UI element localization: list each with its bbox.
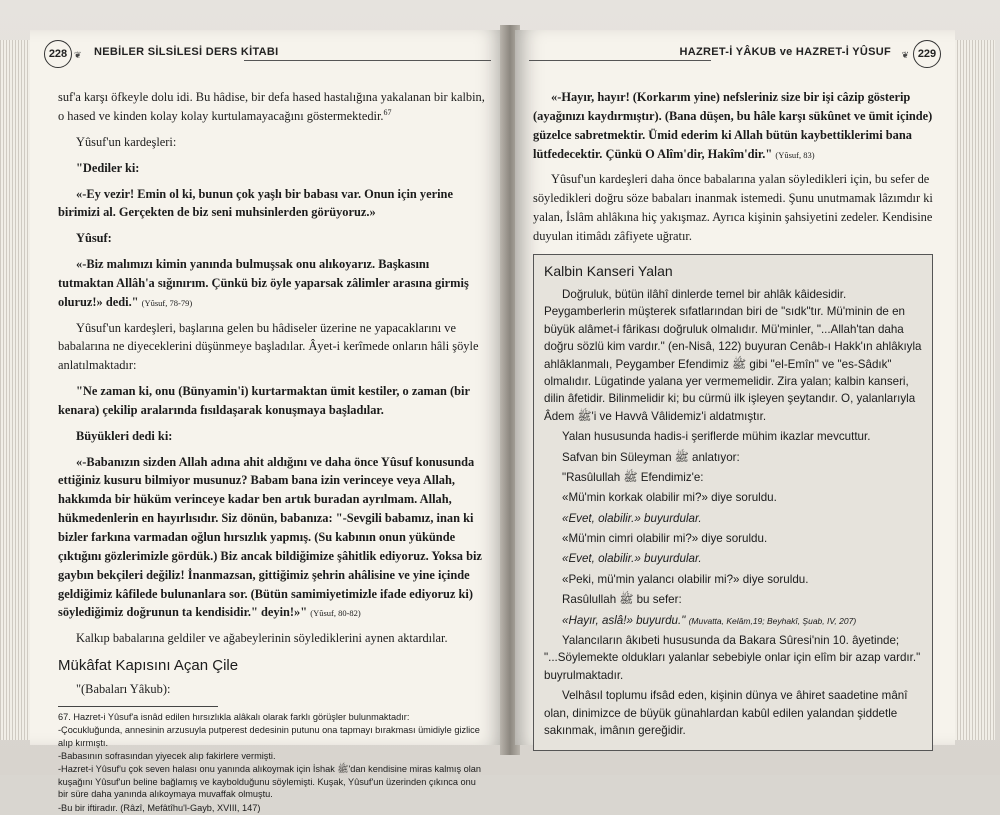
page-number: 229 [913,40,941,68]
right-body [533,88,933,751]
header-rule [244,60,491,61]
page-number: 228 [44,40,72,68]
footnote-rule [58,706,218,707]
footnote-mark: 67 [383,107,392,117]
page-edges-left [0,40,30,740]
right-page [515,30,955,745]
hadith-line: "Rasûlullah ﷺ Efendimiz'e: [562,470,704,484]
ornament-icon: ❦ [901,50,909,60]
footnote-line: 67. Hazret-i Yûsuf'a isnâd edilen hırsızlıkla alâkalı olarak farklı görüşler bulunmaktadır: [58,711,410,722]
verse-ref: (Yûsuf, 83) [775,149,815,160]
paragraph: Yûsuf'un kardeşleri daha önce babalarına yalan söyledikleri için, bu sefer de söyledikleri doğru söze babaları inanmak istemedi. Şunu unutmamak lâzımdır ki yalan, İslâm ahlâkına hiç yakışmaz. Ayrıca kişinin şahsiyetini zedeler. Kendisine duyulan itimâdı zâfiyete uğratır. [533,172,933,243]
paragraph: Yalan hususunda hadis-i şeriflerde mühim ikazlar mevcuttur. [562,430,871,444]
running-title: NEBİLER SİLSİLESİ DERS KİTABI [94,46,279,58]
paragraph: Yûsuf'un kardeşleri, başlarına gelen bu hâdiseler üzerine ne yapacaklarını ve babalarına ne diyeceklerini düşünmeye başladılar. Âyet-i kerîmede onların hâli şöyle anlatılmaktadır: [58,320,479,373]
verse-ref: (Yûsuf, 78-79) [141,297,193,308]
quote: «-Biz malımızı kimin yanında bulmuşsak onu alıkoyarız. Başkasını tutmaktan Allâh'a sığınırım. Çünkü biz öyle yaparsak zâlimler arasına girmiş oluruz!» dedi." (Yûsuf, 78-79) [58,257,469,309]
right-header [529,40,941,66]
paragraph: Velhâsıl toplumu ifsâd eden, kişinin dünya ve âhiret saadetine mânî olan, dinimizce de büyük günahlardan kabûl edilen yalandan şiddetle sakınmak, imânın gereğidir. [544,689,908,737]
paragraph: Safvan bin Süleyman ﷺ anlatıyor: [562,450,740,464]
section-heading: Mükâfat Kapısını Açan Çile [58,657,239,675]
quote: «-Ey vezir! Emin ol ki, bunun çok yaşlı bir babası var. Onun için yerine birimizi al. Gerçekten de biz seni muhsinlerden görüyoruz.» [58,186,453,220]
header-rule [529,60,711,61]
paragraph: Doğruluk, bütün ilâhî dinlerde temel bir ahlâk kâidesidir. Peygamberlerin müşterek sıfatlarından biri de "sıdk"tır. Mü'minin de en büyük alâmet-i fârikası doğruluk olmalıdır. Mü'minler, "...Allah'tan daha doğru sözlü kim vardır." (en-Nisâ, 122) buyuran Cenâb-ı Hakk'ın ahlâkıyla ahlâklanmalı, Peygamber Efendimiz ﷺ gibi "el-Emîn" ve "es-Sâdık" olmalıdır. Lügatinde yalana yer vermemelidir. Zira yalan; kalbin kanseri, dilin âfetidir. Bilinmelidir ki; bu cürmü ilk işleyen şeytandır. O, yalanlarıyla Âdem ﷺ'i ve Havvâ Vâlidemiz'i aldatmıştır. [544,288,922,423]
footnote-line: -Hazret-i Yûsuf'u çok seven halası onu yanında alıkoymak için İshak ﷺ'dan kendisine miras kalmış olan kuşağını Yûsuf'un beline bağlamış ve kaybolduğunu söylemişti. Kuşak, Yûsuf'un üzerinden çıkınca onu bir süre daha yanında alıkoymaya muvaffak olmuştu. [58,764,481,800]
paragraph: Yûsuf'un kardeşleri: [76,134,177,149]
footnote-line: -Çocukluğunda, annesinin arzusuyla putperest dedesinin putunu ona tapmayı bırakması ümidiyle gizlice alıp kırmıştı. [58,725,480,748]
paragraph: "(Babaları Yâkub): [76,681,171,696]
hadith-ref: (Muvatta, Kelâm,19; Beyhakî, Şuab, IV, 207) [688,615,857,626]
left-page [30,30,505,813]
box-body [544,286,924,739]
hadith-line: Rasûlullah ﷺ bu sefer: [562,593,682,607]
page-edges-right [955,40,995,740]
hadith-line: «Peki, mü'min yalancı olabilir mi?» diye soruldu. [562,572,809,586]
footnote-line: -Bu bir iftiradır. (Râzî, Mefâtîhu'l-Gayb, XVIII, 147) [58,802,261,813]
paragraph: Yalancıların âkıbeti hususunda da Bakara Sûresi'nin 10. âyetinde; "...Söylemekte oldukları yalanlar sebebiyle onlar için elîm bir azap vardır." buyrulmaktadır. [544,634,921,682]
quote: Yûsuf: [76,231,112,246]
ornament-icon: ❦ [74,50,82,60]
paragraph: suf'a karşı öfkeyle dolu idi. Bu hâdise, bir defa hased hastalığına yakalanan bir kalbin, o hased ve kinden kolay kolay kurtulamayacağını göstermektedir.$^{67}$ [58,90,485,123]
footnote-line: -Babasının sofrasından yiyecek alıp fakirlere vermişti. [58,750,276,761]
quote: "Dediler ki: [76,160,140,175]
quote: «-Hayır, hayır! (Korkarım yine) nefsleriniz size bir işi câzip gösterip (ayağınızı kaydırmıştır). (Bana düşen, bu hâle karşı sükûnet ve ümit içinde) güzelce sabretmektir. Ümid ederim ki Allah bütün kaybettiklerimi bana lütfedecektir. Çünkü O Alîm'dir, Hakîm'dir." (Yûsuf, 83) [533,90,933,161]
hadith-line: «Hayır, aslâ!» buyurdu." (Muvatta, Kelâm,19; Beyhakî, Şuab, IV, 207) [562,613,857,627]
hadith-line: «Evet, olabilir.» buyurdular. [562,511,702,525]
left-body [58,88,485,815]
running-title: HAZRET-İ YÂKUB ve HAZRET-İ YÛSUF [679,46,891,58]
hadith-line: «Mü'min korkak olabilir mi?» diye soruldu. [562,491,777,505]
paragraph: Kalkıp babalarına geldiler ve ağabeylerinin söylediklerini aynen aktardılar. [76,631,448,646]
left-header [44,40,491,66]
hadith-line: «Evet, olabilir.» buyurdular. [562,552,702,566]
footnotes [58,711,485,814]
hadith-line: «Mü'min cimri olabilir mi?» diye soruldu. [562,532,768,546]
sidebar-box [533,254,933,752]
quote: «-Babanızın sizden Allah adına ahit aldığını ve daha önce Yûsuf konusunda ettiğiniz kusuru bilmiyor musunuz? Babam bana izin verinceye veya Allah, hakkımda bir hüküm verinceye kadar ben artık buradan ayrılmam. Allah, hükmedenlerin en hayırlısıdır. Siz dönün, babanıza: "-Sevgili babamız, inan ki bizler farkına varmadan oğlun hırsızlık yapmış. (Su kabının onun yükünde çıktığını gözlerimizle gördük.) Biz ancak bildiğimize şâhitlik ediyoruz. Yoksa biz gaybın bekçileri değiliz! İnanmazsan, gittiğimiz şehrin ahâlisine ve yine içinde geldiğimiz kâfilede bulunanlara sor. (Bütün samimiyetimizle ifade ediyoruz ki) söylediğimiz doğrunun ta kendisidir." deyin!»" (Yûsuf, 80-82) [58,454,482,620]
quote: Büyükleri dedi ki: [76,428,173,443]
box-title: Kalbin Kanseri Yalan [544,262,673,279]
quote: "Ne zaman ki, onu (Bünyamin'i) kurtarmaktan ümit kestiler, o zaman (bir kenara) çekilip aralarında fısıldaşarak konuşmaya başladılar. [58,384,470,417]
verse-ref: (Yûsuf, 80-82) [310,608,361,619]
